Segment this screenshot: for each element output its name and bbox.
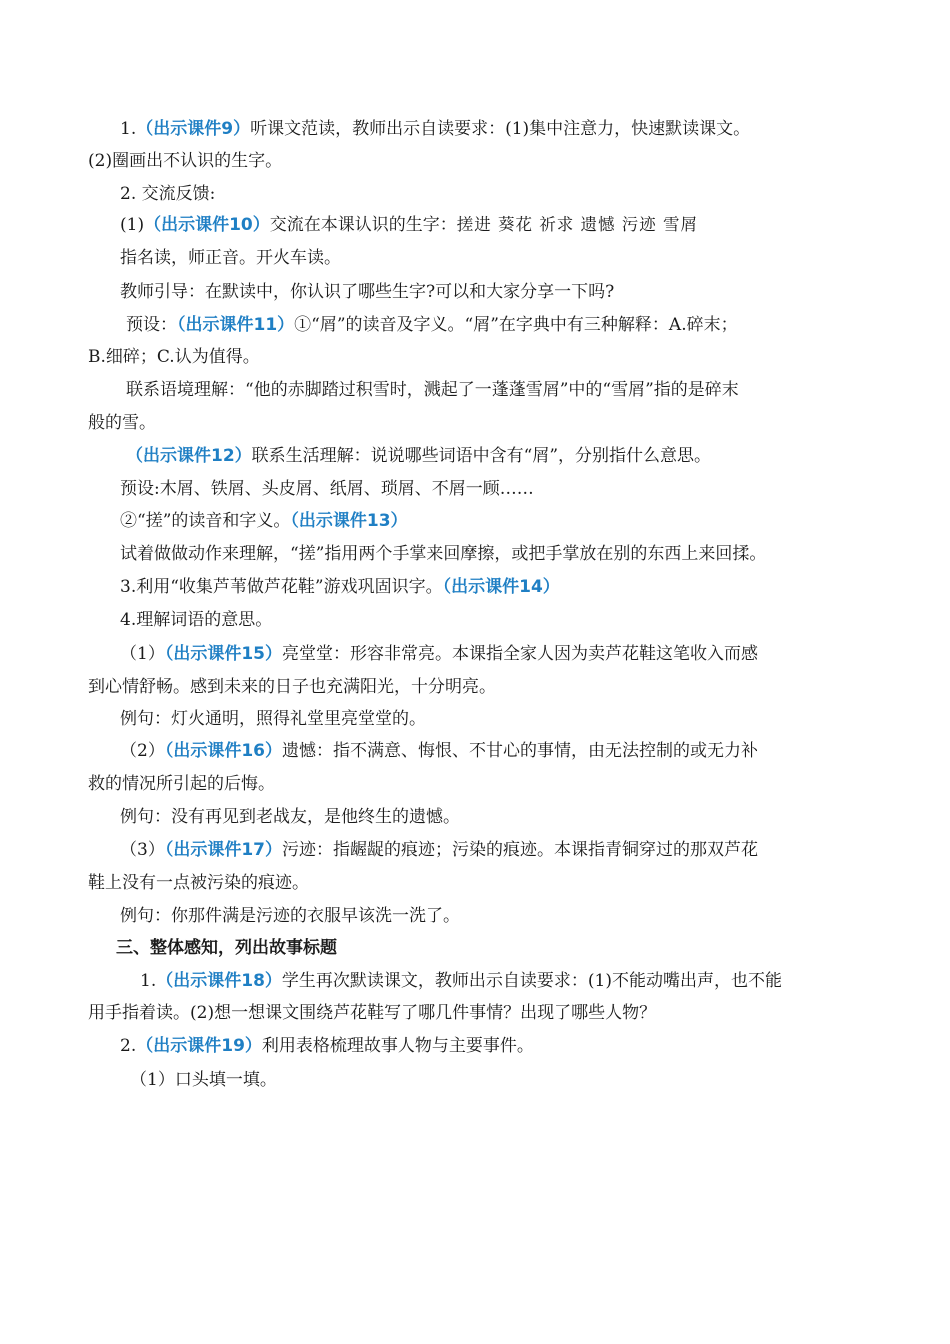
courseware-reference: （出示课件11） [177, 315, 295, 335]
text-segment: 1. [120, 119, 137, 139]
text-segment: (1) [120, 215, 145, 235]
text-segment: 2. [120, 1036, 137, 1056]
text-segment: 污迹：指龌龊的痕迹；污染的痕迹。本课指青铜穿过的那双芦花 [282, 840, 758, 860]
courseware-reference: （出示课件16） [164, 741, 282, 761]
courseware-reference: （出示课件14） [442, 577, 560, 597]
courseware-reference: （出示课件10） [144, 215, 270, 235]
text-line [120, 708, 426, 730]
text-line [120, 543, 766, 565]
text-segment: 例句：灯火通明，照得礼堂里亮堂堂的。 [120, 709, 426, 729]
text-segment: （2） [120, 741, 165, 761]
text-line [88, 676, 496, 698]
text-segment: 联系生活理解：说说哪些词语中含有“屑”，分别指什么意思。 [251, 446, 712, 466]
text-line [120, 118, 750, 140]
text-segment: 预设:木屑、铁屑、头皮屑、纸屑、琐屑、不屑一顾…… [120, 479, 534, 499]
text-line [120, 1035, 534, 1057]
text-segment: ①“屑”的读音及字义。“屑”在字典中有三种解释：A.碎末； [294, 315, 738, 335]
text-segment: 交流在本课认识的生字： [269, 215, 457, 235]
text-segment: 般的雪。 [88, 413, 156, 433]
courseware-reference: （出示课件13） [290, 511, 408, 531]
text-segment: 鞋上没有一点被污染的痕迹。 [88, 873, 309, 893]
text-segment: （1）口头填一填。 [130, 1070, 277, 1090]
text-line [120, 905, 460, 927]
text-segment: 遗憾：指不满意、悔恨、不甘心的事情，由无法控制的或无力补 [282, 741, 758, 761]
text-segment: 到心情舒畅。感到未来的日子也充满阳光，十分明亮。 [88, 677, 496, 697]
text-line [116, 937, 337, 959]
courseware-reference: （出示课件9） [136, 119, 251, 139]
text-segment: 联系语境理解：“他的赤脚踏过积雪时，溅起了一蓬蓬雪屑”中的“雪屑”指的是碎末 [126, 380, 739, 400]
text-line [88, 412, 156, 434]
text-segment: 例句：没有再见到老战友，是他终生的遗憾。 [120, 807, 460, 827]
text-line [120, 576, 560, 598]
text-line [126, 379, 739, 401]
text-segment: ②“搓”的读音和字义。 [120, 511, 291, 531]
text-line [120, 839, 758, 861]
text-line [120, 247, 341, 269]
courseware-reference: （出示课件12） [126, 446, 252, 466]
text-line [130, 1069, 277, 1091]
courseware-reference: （出示课件19） [136, 1036, 262, 1056]
text-segment: 预设： [126, 315, 177, 335]
text-segment: 1. [140, 971, 157, 991]
text-line [88, 150, 282, 172]
text-segment: （1） [120, 644, 165, 664]
text-line [88, 872, 309, 894]
text-line [88, 1002, 656, 1024]
text-line [126, 314, 738, 336]
text-line [120, 478, 534, 500]
text-line [140, 970, 782, 992]
text-segment: 4.理解词语的意思。 [120, 610, 273, 630]
courseware-reference: （出示课件18） [156, 971, 282, 991]
text-segment: 教师引导：在默读中，你认识了哪些生字?可以和大家分享一下吗? [120, 282, 615, 302]
text-line [120, 740, 758, 762]
text-segment: 听课文范读，教师出示自读要求：(1)集中注意力，快速默读课文。 [250, 119, 751, 139]
courseware-reference: （出示课件15） [164, 644, 282, 664]
text-line [88, 773, 275, 795]
text-segment: 指名读，师正音。开火车读。 [120, 248, 341, 268]
text-segment: （3） [120, 840, 165, 860]
text-line [120, 214, 698, 236]
text-segment: 用手指着读。(2)想一想课文围绕芦花鞋写了哪几件事情？出现了哪些人物？ [88, 1003, 657, 1023]
text-line [126, 445, 711, 467]
text-line [120, 609, 272, 631]
text-segment: 利用表格梳理故事人物与主要事件。 [261, 1036, 534, 1056]
text-segment: 救的情况所引起的后悔。 [88, 774, 275, 794]
text-segment: 例句：你那件满是污迹的衣服早该洗一洗了。 [120, 906, 460, 926]
text-line [88, 346, 260, 368]
text-segment: (2)圈画出不认识的生字。 [88, 151, 283, 171]
text-line [120, 806, 460, 828]
text-line [120, 510, 408, 532]
text-segment: 试着做做动作来理解，“搓”指用两个手掌来回摩擦，或把手掌放在别的东西上来回揉。 [120, 544, 767, 564]
text-line [120, 281, 614, 303]
text-segment: B.细碎；C.认为值得。 [88, 347, 260, 367]
text-segment: 3.利用“收集芦苇做芦花鞋”游戏巩固识字。 [120, 577, 443, 597]
text-segment: 搓进 葵花 祈求 遗憾 污迹 雪屑 [456, 215, 698, 234]
text-line [120, 183, 215, 205]
text-line [120, 643, 758, 665]
text-segment: 2. 交流反馈: [120, 184, 216, 204]
section-heading: 三、整体感知，列出故事标题 [116, 938, 337, 958]
text-segment: 亮堂堂：形容非常亮。本课指全家人因为卖芦花鞋这笔收入而感 [282, 644, 758, 664]
text-segment: 学生再次默读课文，教师出示自读要求：(1)不能动嘴出声，也不能 [281, 971, 782, 991]
courseware-reference: （出示课件17） [164, 840, 282, 860]
